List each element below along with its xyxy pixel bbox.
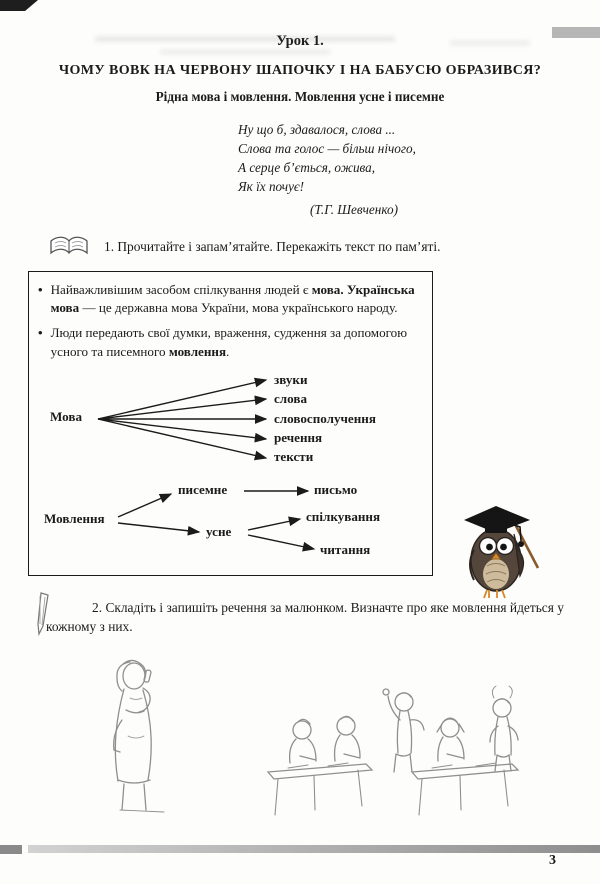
rule-bullet-1-text: Найважливішим засобом спілкування людей є мова. Українська мова — це державна мова України, мова українського народу. [50, 282, 415, 316]
diagram-branch: усне [206, 523, 232, 539]
poem-line: Слова та голос — більш нічого, [238, 141, 416, 156]
exercise-1 [48, 234, 600, 260]
poem-author: (Т.Г. Шевченко) [310, 202, 398, 217]
diagram-movlennia-root: Мовлення [44, 510, 105, 526]
poem-line: А серце б’ється, ожива, [238, 160, 376, 175]
diagram-leaf: читання [320, 541, 371, 557]
exercise-2-text: 2. Складіть і запишіть речення за малюнком. Визначте про яке мовлення йдеться у кожному з них. [46, 599, 564, 634]
page-subtitle: Рідна мова і мовлення. Мовлення усне і писемне [155, 89, 445, 104]
classroom-illustration [254, 668, 546, 818]
diagram-leaf: слова [274, 391, 307, 407]
poem-line: Як їх почує! [238, 179, 305, 194]
pencil-icon [34, 590, 54, 636]
bleed-through-artifact [160, 49, 330, 55]
poem-line: Ну що б, здавалося, слова ... [238, 122, 396, 137]
open-book-icon [48, 234, 90, 260]
epigraph-poem [238, 120, 600, 219]
bleed-through-artifact [450, 40, 530, 46]
bleed-through-artifact [95, 36, 395, 42]
rule-bullet-2-text: Люди передають свої думки, враження, судження за допомогою усного та писемного мовлення. [50, 325, 407, 359]
diagram-mova-root: Мова [50, 408, 83, 424]
page-number: 3 [549, 853, 556, 868]
diagram-mova-leaves [274, 370, 376, 467]
woman-on-phone-illustration [60, 650, 210, 818]
bullet-marker: • [38, 282, 43, 297]
rule-bullet-2 [38, 324, 421, 360]
bullet-marker: • [38, 325, 43, 341]
diagram-leaf: речення [274, 430, 323, 446]
diagram-leaf: тексти [274, 449, 314, 465]
scan-artifact-bottom-left [0, 845, 22, 854]
rule-bullet-1 [38, 281, 421, 317]
exercise-2 [46, 598, 564, 636]
diagram-leaf: звуки [274, 371, 308, 387]
graduate-owl-icon [452, 498, 544, 602]
diagram-mova [38, 369, 421, 469]
rule-box [28, 271, 433, 576]
page-title: ЧОМУ ВОВК НА ЧЕРВОНУ ШАПОЧКУ І НА БАБУСЮ ОБРАЗИВСЯ? [58, 63, 542, 78]
illustrations-row [60, 650, 574, 818]
diagram-leaf: спілкування [306, 508, 381, 524]
scan-artifact-top-right [552, 27, 600, 38]
diagram-leaf: словосполучення [274, 410, 376, 426]
footer-bar [28, 845, 600, 853]
exercise-1-text: 1. Прочитайте і запам’ятайте. Перекажіть текст по пам’яті. [104, 239, 441, 254]
diagram-branch: писемне [178, 481, 228, 497]
lesson-label: Урок 1. [276, 33, 324, 49]
diagram-movlennia [38, 481, 421, 563]
diagram-leaf: письмо [314, 481, 358, 497]
